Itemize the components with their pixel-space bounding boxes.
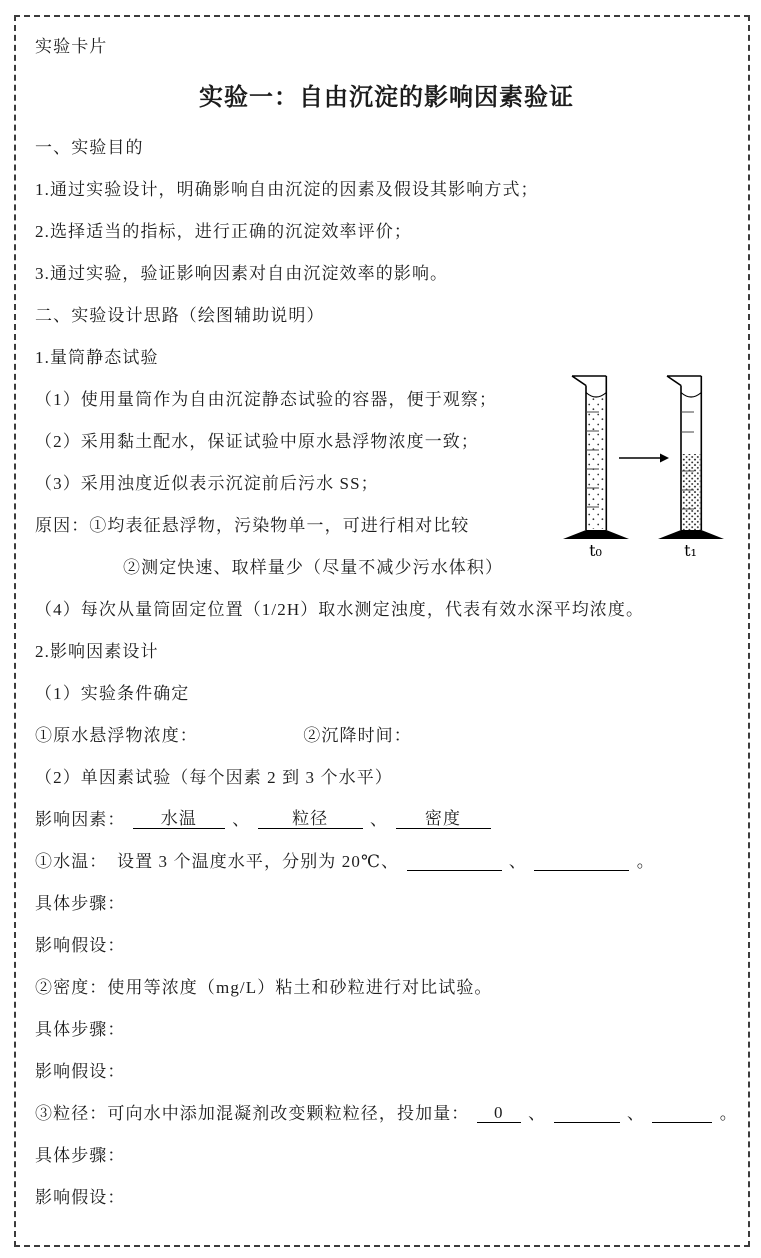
reason-line-2: ②测定快速、取样量少（尽量不减少污水体积） [123, 558, 504, 577]
section2-heading: 二、实验设计思路（绘图辅助说明） [35, 306, 325, 325]
particle-size-prefix: ③粒径：可向水中添加混凝剂改变颗粒粒径，投加量： [35, 1104, 470, 1123]
sub1-point-1: （1）使用量筒作为自由沉淀静态试验的容器，便于观察； [35, 390, 498, 409]
steps-label-2: 具体步骤： [35, 1020, 126, 1039]
temperature-line [35, 852, 738, 871]
temperature-blank-1[interactable] [407, 852, 502, 871]
period-mark: 。 [719, 1104, 738, 1123]
card-content [35, 37, 738, 1230]
caesura-mark: 、 [370, 810, 389, 829]
particle-size-line [35, 1104, 738, 1123]
settling-arrow-icon [619, 454, 669, 463]
temperature-prefix: ①水温： 设置 3 个温度水平，分别为 20℃、 [35, 852, 400, 871]
hypothesis-label-3: 影响假设： [35, 1188, 126, 1207]
cylinder-base [563, 530, 629, 539]
sub1-point-2: （2）采用黏土配水，保证试验中原水悬浮物浓度一致； [35, 432, 479, 451]
caesura-mark: 、 [626, 1104, 646, 1123]
factors-label: 影响因素： [35, 810, 126, 829]
label-t1: t₁ [684, 541, 697, 560]
factor-blank-density[interactable]: 密度 [396, 810, 491, 829]
condition-concentration-label: ①原水悬浮物浓度： [35, 726, 198, 745]
section1-heading: 一、实验目的 [35, 138, 144, 157]
single-factor-line: （2）单因素试验（每个因素 2 到 3 个水平） [35, 768, 393, 787]
factors-line [35, 810, 738, 829]
sub1-heading: 1.量筒静态试验 [35, 348, 159, 367]
sub1-point-3: （3）采用浊度近似表示沉淀前后污水 SS； [35, 474, 379, 493]
condition-settling-time-label: ②沉降时间： [303, 726, 412, 745]
steps-label-3: 具体步骤： [35, 1146, 126, 1165]
purpose-item-3: 3.通过实验，验证影响因素对自由沉淀效率的影响。 [35, 264, 449, 283]
factor-blank-particle-size[interactable]: 粒径 [258, 810, 363, 829]
sub2-heading: 2.影响因素设计 [35, 642, 159, 661]
caesura-mark: 、 [232, 810, 251, 829]
steps-label-1: 具体步骤： [35, 894, 126, 913]
reason-line-1: 原因：①均表征悬浮物，污染物单一，可进行相对比较 [35, 516, 470, 535]
period-mark: 。 [636, 852, 655, 871]
purpose-item-1: 1.通过实验设计，明确影响自由沉淀的因素及假设其影响方式； [35, 180, 539, 199]
label-t0: t₀ [589, 541, 602, 560]
hypothesis-label-1: 影响假设： [35, 936, 126, 955]
dosage-blank-2[interactable] [554, 1104, 620, 1123]
sub1-point-4: （4）每次从量筒固定位置（1/2H）取水测定浊度，代表有效水深平均浓度。 [35, 600, 645, 619]
factor-blank-temperature[interactable]: 水温 [133, 810, 225, 829]
page-title: 实验一：自由沉淀的影响因素验证 [199, 85, 574, 111]
settling-cylinders-diagram [562, 370, 727, 562]
caesura-mark: 、 [528, 1104, 547, 1123]
condition-heading: （1）实验条件确定 [35, 684, 190, 703]
hypothesis-label-2: 影响假设： [35, 1062, 126, 1081]
cylinder-base [658, 530, 724, 539]
dosage-blank-1[interactable]: 0 [477, 1104, 521, 1123]
condition-line [35, 726, 738, 745]
purpose-item-2: 2.选择适当的指标，进行正确的沉淀效率评价； [35, 222, 412, 241]
dosage-blank-3[interactable] [652, 1104, 712, 1123]
experiment-card [14, 15, 750, 1247]
card-label: 实验卡片 [35, 37, 108, 56]
density-line: ②密度：使用等浓度（mg/L）粘土和砂粒进行对比试验。 [35, 978, 493, 997]
temperature-blank-2[interactable] [534, 852, 629, 871]
caesura-mark: 、 [508, 852, 527, 871]
